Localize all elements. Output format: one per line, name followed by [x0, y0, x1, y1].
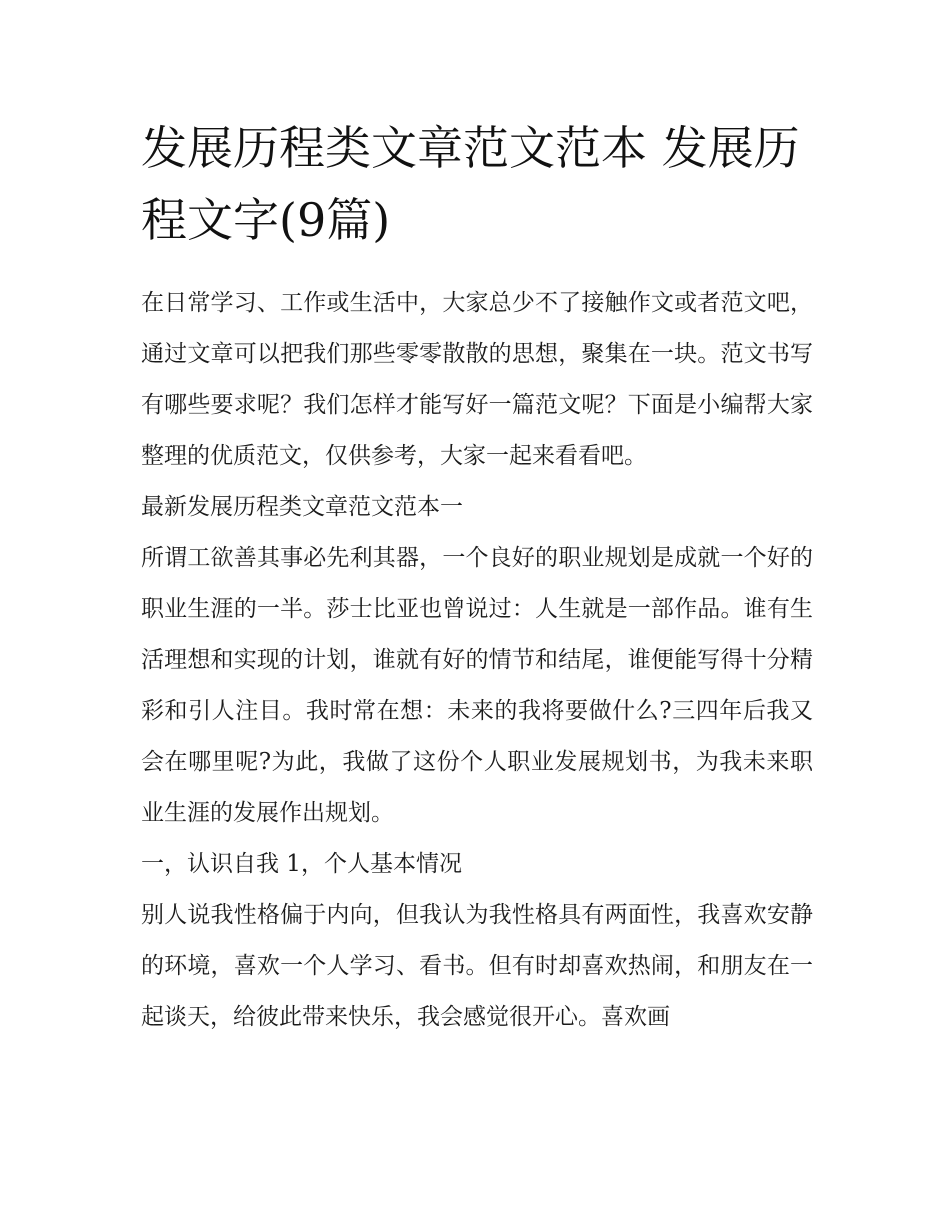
document-content: [141, 112, 813, 1043]
section-heading-1: 最新发展历程类文章范文范本一: [141, 494, 463, 520]
subsection-heading-1: 一，认识自我 1，个人基本情况: [141, 851, 462, 877]
body-paragraph-1: 所谓工欲善其事必先利其器，一个良好的职业规划是成就一个好的职业生涯的一半。莎士比亚也曾说过：人生就是一部作品。谁有生活理想和实现的计划，谁就有好的情节和结尾，谁便能写得十分精彩和引人注目。我时常在想：未来的我将要做什么?三四年后我又会在哪里呢?为此，我做了这份个人职业发展规划书，为我未来职业生涯的发展作出规划。: [141, 545, 813, 826]
intro-paragraph: 在日常学习、工作或生活中，大家总少不了接触作文或者范文吧，通过文章可以把我们那些零零散散的思想，聚集在一块。范文书写有哪些要求呢？我们怎样才能写好一篇范文呢？下面是小编帮大家整理的优质范文，仅供参考，大家一起来看看吧。: [141, 290, 813, 469]
document-title: 发展历程类文章范文范本 发展历程文字(9篇): [141, 121, 800, 247]
body-paragraph-2: 别人说我性格偏于内向，但我认为我性格具有两面性，我喜欢安静的环境，喜欢一个人学习、看书。但有时却喜欢热闹，和朋友在一起谈天，给彼此带来快乐，我会感觉很开心。喜欢画: [141, 902, 813, 1030]
